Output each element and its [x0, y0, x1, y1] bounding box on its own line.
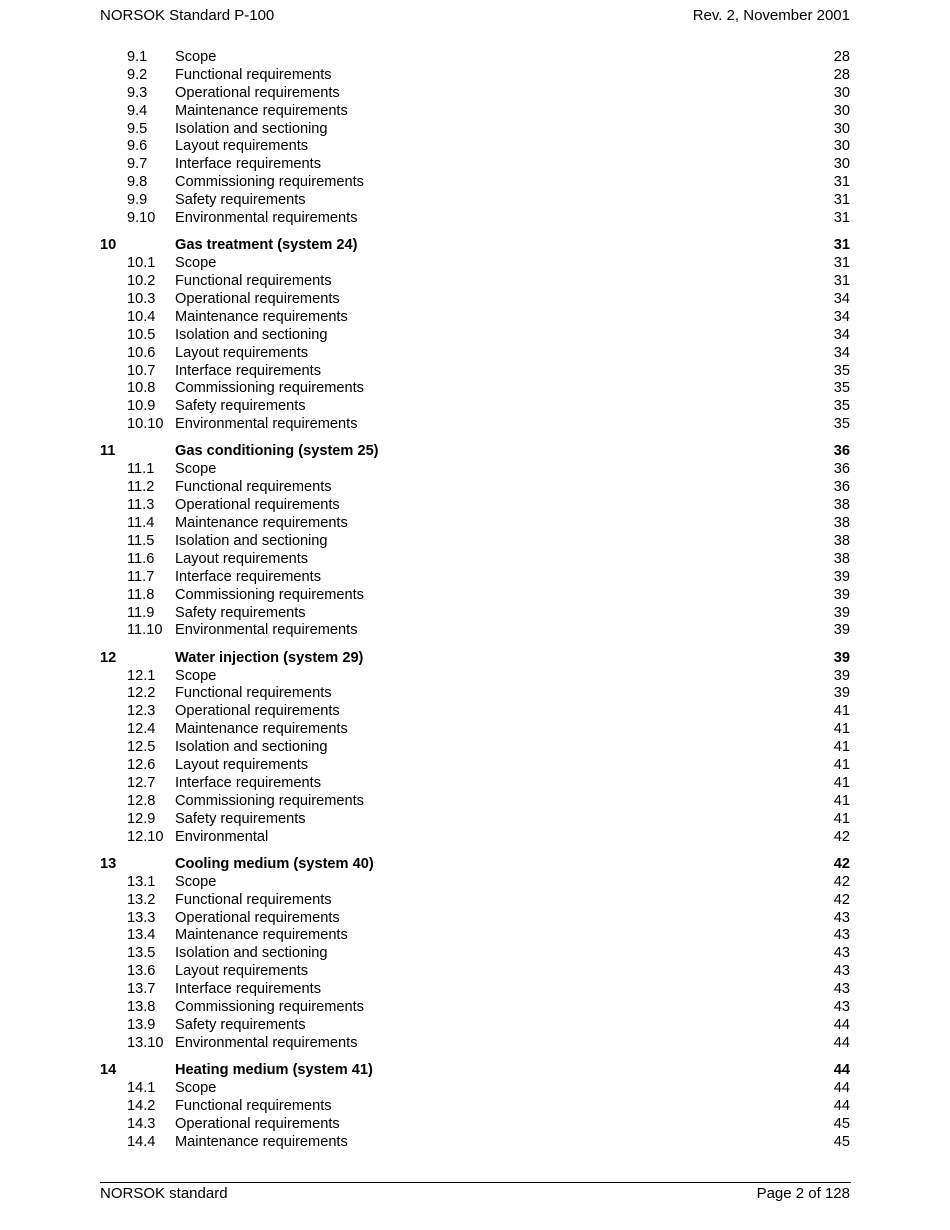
- toc-entry-number: 9.3: [127, 84, 148, 101]
- toc-entry-page: 28: [833, 49, 850, 65]
- toc-entry-page: 44: [833, 1016, 850, 1033]
- page-header: [100, 7, 850, 25]
- toc-entry[interactable]: [100, 533, 850, 551]
- toc-entry-page: 31: [833, 255, 850, 272]
- toc-entry-page: 45: [833, 1115, 850, 1132]
- toc-entry-page: 44: [833, 1097, 850, 1114]
- table-of-contents: [100, 49, 850, 1152]
- toc-entry-title: Interface requirements: [175, 362, 322, 379]
- toc-entry[interactable]: [100, 793, 850, 811]
- toc-entry-title: Operational requirements: [175, 1115, 340, 1132]
- toc-entry-title: Commissioning requirements: [175, 998, 364, 1015]
- toc-entry-title: Commissioning requirements: [175, 586, 364, 603]
- toc-entry-page: 42: [833, 873, 850, 890]
- toc-entry-page: 31: [833, 237, 850, 254]
- toc-entry[interactable]: [100, 963, 850, 981]
- toc-entry[interactable]: [100, 309, 850, 327]
- toc-entry[interactable]: [100, 103, 850, 121]
- toc-entry[interactable]: [100, 829, 850, 847]
- toc-entry-title: Layout requirements: [175, 344, 309, 361]
- toc-entry[interactable]: [100, 927, 850, 945]
- toc-entry-number: 13.10: [127, 1034, 164, 1051]
- toc-entry-page: 36: [833, 443, 850, 460]
- toc-entry[interactable]: [100, 587, 850, 605]
- toc-entry-number: 11.8: [127, 586, 155, 603]
- toc-entry-page: 39: [833, 622, 850, 639]
- toc-entry-page: 34: [833, 344, 850, 361]
- toc-entry-page: 41: [833, 703, 850, 720]
- toc-entry-number: 10.9: [127, 398, 156, 415]
- toc-entry-page: 31: [833, 174, 850, 191]
- toc-entry-page: 43: [833, 909, 850, 926]
- toc-entry-title: Environmental requirements: [175, 622, 358, 639]
- toc-entry-number: 9.6: [127, 138, 148, 155]
- toc-entry-number: 13.4: [127, 927, 156, 944]
- toc-entry-title: Operational requirements: [175, 497, 340, 514]
- toc-entry[interactable]: [100, 703, 850, 721]
- toc-entry[interactable]: [100, 569, 850, 587]
- toc-entry-title: Safety requirements: [175, 604, 306, 621]
- toc-entry-title: Isolation and sectioning: [175, 532, 328, 549]
- header-revision: Rev. 2, November 2001: [692, 7, 850, 24]
- toc-entry-number: 11.2: [127, 479, 155, 496]
- toc-entry[interactable]: [100, 811, 850, 829]
- toc-entry-number: 12.1: [127, 667, 156, 684]
- toc-entry-page: 41: [833, 774, 850, 791]
- toc-entry[interactable]: [100, 497, 850, 515]
- toc-entry-page: 39: [833, 667, 850, 684]
- toc-entry-page: 39: [833, 586, 850, 603]
- toc-entry[interactable]: [100, 874, 850, 892]
- toc-entry-number: 13.6: [127, 963, 156, 980]
- toc-entry-title: Safety requirements: [175, 398, 306, 415]
- toc-entry-page: 30: [833, 156, 850, 173]
- toc-entry[interactable]: [100, 1035, 850, 1053]
- toc-entry-title: Gas conditioning (system 25): [175, 443, 379, 460]
- toc-entry[interactable]: [100, 1134, 850, 1152]
- toc-entry-title: Functional requirements: [175, 685, 332, 702]
- toc-entry-number: 12.6: [127, 757, 156, 774]
- toc-entry-number: 11.5: [127, 532, 155, 549]
- toc-entry-number: 10.10: [127, 416, 164, 433]
- toc-entry-number: 9.1: [127, 49, 148, 65]
- toc-entry-number: 13.3: [127, 909, 156, 926]
- toc-entry[interactable]: [100, 775, 850, 793]
- toc-entry[interactable]: [100, 551, 850, 569]
- toc-entry-title: Layout requirements: [175, 550, 309, 567]
- toc-entry[interactable]: [100, 121, 850, 139]
- toc-entry-title: Water injection (system 29): [175, 649, 364, 666]
- toc-entry[interactable]: [100, 1116, 850, 1134]
- toc-entry-page: 34: [833, 308, 850, 325]
- toc-entry-number: 12.9: [127, 810, 156, 827]
- toc-entry-page: 35: [833, 362, 850, 379]
- toc-entry-page: 41: [833, 810, 850, 827]
- toc-entry[interactable]: [100, 255, 850, 273]
- toc-entry-page: 34: [833, 326, 850, 343]
- toc-entry-number: 11.3: [127, 497, 155, 514]
- toc-entry-page: 41: [833, 757, 850, 774]
- toc-entry-title: Scope: [175, 667, 217, 684]
- toc-entry[interactable]: [100, 757, 850, 775]
- toc-entry-title: Layout requirements: [175, 963, 309, 980]
- toc-entry-title: Layout requirements: [175, 138, 309, 155]
- toc-entry-title: Scope: [175, 255, 217, 272]
- toc-entry[interactable]: [100, 1080, 850, 1098]
- toc-entry-number: 12.2: [127, 685, 156, 702]
- toc-entry-title: Commissioning requirements: [175, 174, 364, 191]
- toc-entry-number: 9.9: [127, 192, 148, 209]
- toc-entry-title: Isolation and sectioning: [175, 739, 328, 756]
- toc-entry-page: 38: [833, 550, 850, 567]
- toc-entry-page: 38: [833, 515, 850, 532]
- toc-entry[interactable]: [100, 273, 850, 291]
- toc-entry-page: 42: [833, 855, 850, 872]
- toc-entry-number: 14: [100, 1062, 117, 1079]
- toc-entry-title: Interface requirements: [175, 156, 322, 173]
- toc-entry[interactable]: [100, 192, 850, 210]
- toc-entry-page: 31: [833, 192, 850, 209]
- toc-entry-number: 10.3: [127, 290, 156, 307]
- toc-entry-page: 41: [833, 792, 850, 809]
- toc-entry-number: 10.5: [127, 326, 156, 343]
- toc-entry[interactable]: [100, 363, 850, 381]
- toc-entry-title: Environmental requirements: [175, 210, 358, 227]
- toc-entry-number: 12.10: [127, 828, 164, 845]
- toc-entry-page: 43: [833, 998, 850, 1015]
- toc-entry-number: 9.2: [127, 66, 148, 83]
- toc-entry[interactable]: [100, 685, 850, 703]
- toc-entry-title: Safety requirements: [175, 192, 306, 209]
- toc-entry-page: 42: [833, 828, 850, 845]
- toc-entry-number: 12.8: [127, 792, 156, 809]
- toc-entry-number: 13.1: [127, 873, 156, 890]
- toc-entry[interactable]: [100, 398, 850, 416]
- toc-chapter-entry[interactable]: [100, 1062, 850, 1080]
- toc-entry-title: Interface requirements: [175, 981, 322, 998]
- toc-entry-page: 30: [833, 102, 850, 119]
- toc-entry-page: 36: [833, 479, 850, 496]
- toc-entry-title: Maintenance requirements: [175, 308, 348, 325]
- toc-entry[interactable]: [100, 999, 850, 1017]
- toc-entry-number: 11.7: [127, 568, 155, 585]
- toc-entry[interactable]: [100, 138, 850, 156]
- toc-entry-title: Environmental requirements: [175, 1034, 358, 1051]
- toc-chapter-entry[interactable]: [100, 443, 850, 461]
- toc-entry[interactable]: [100, 622, 850, 640]
- toc-entry-page: 39: [833, 568, 850, 585]
- toc-entry-page: 43: [833, 945, 850, 962]
- toc-entry-number: 9.10: [127, 210, 156, 227]
- toc-entry-title: Maintenance requirements: [175, 927, 348, 944]
- toc-entry-title: Operational requirements: [175, 290, 340, 307]
- toc-entry-number: 12.7: [127, 774, 156, 791]
- toc-entry[interactable]: [100, 85, 850, 103]
- toc-entry[interactable]: [100, 291, 850, 309]
- toc-entry-title: Functional requirements: [175, 1097, 332, 1114]
- header-standard-name: NORSOK Standard P-100: [100, 7, 275, 24]
- toc-entry-page: 44: [833, 1062, 850, 1079]
- toc-entry[interactable]: [100, 327, 850, 345]
- toc-entry-page: 43: [833, 963, 850, 980]
- toc-entry-title: Environmental requirements: [175, 416, 358, 433]
- toc-entry-page: 34: [833, 290, 850, 307]
- page-footer: [100, 1185, 850, 1203]
- toc-entry-number: 12: [100, 649, 117, 666]
- toc-entry-page: 44: [833, 1079, 850, 1096]
- toc-entry[interactable]: [100, 345, 850, 363]
- toc-entry-title: Cooling medium (system 40): [175, 855, 374, 872]
- toc-entry-page: 39: [833, 649, 850, 666]
- toc-entry-number: 14.2: [127, 1097, 156, 1114]
- toc-entry-title: Commissioning requirements: [175, 792, 364, 809]
- toc-entry[interactable]: [100, 739, 850, 757]
- toc-entry[interactable]: [100, 515, 850, 533]
- toc-entry[interactable]: [100, 49, 850, 67]
- toc-entry-number: 11.9: [127, 604, 155, 621]
- toc-entry-number: 14.4: [127, 1133, 156, 1150]
- toc-entry[interactable]: [100, 945, 850, 963]
- toc-entry-title: Layout requirements: [175, 757, 309, 774]
- toc-entry[interactable]: [100, 1098, 850, 1116]
- toc-entry[interactable]: [100, 668, 850, 686]
- toc-entry-title: Maintenance requirements: [175, 102, 348, 119]
- toc-entry-page: 28: [833, 66, 850, 83]
- toc-entry-number: 9.5: [127, 120, 148, 137]
- toc-entry-number: 10.2: [127, 273, 156, 290]
- toc-entry-number: 11: [100, 443, 116, 460]
- footer-divider: [100, 1182, 851, 1183]
- page-number: Page 2 of 128: [756, 1185, 850, 1202]
- toc-entry-number: 10.6: [127, 344, 156, 361]
- toc-entry[interactable]: [100, 461, 850, 479]
- toc-entry-number: 10.7: [127, 362, 156, 379]
- toc-entry-number: 14.3: [127, 1115, 156, 1132]
- footer-label: NORSOK standard: [100, 1185, 228, 1202]
- toc-chapter-entry[interactable]: [100, 237, 850, 255]
- toc-entry-number: 11.6: [127, 550, 155, 567]
- toc-entry-title: Operational requirements: [175, 909, 340, 926]
- toc-chapter-entry[interactable]: [100, 650, 850, 668]
- toc-entry-title: Isolation and sectioning: [175, 945, 328, 962]
- toc-entry-number: 13.2: [127, 891, 156, 908]
- toc-entry-page: 30: [833, 138, 850, 155]
- toc-entry-title: Isolation and sectioning: [175, 326, 328, 343]
- toc-entry-number: 11.4: [127, 515, 155, 532]
- toc-entry[interactable]: [100, 981, 850, 999]
- toc-entry-title: Commissioning requirements: [175, 380, 364, 397]
- toc-entry-title: Maintenance requirements: [175, 1133, 348, 1150]
- toc-entry-title: Scope: [175, 461, 217, 478]
- toc-entry[interactable]: [100, 721, 850, 739]
- toc-entry-title: Scope: [175, 873, 217, 890]
- toc-entry[interactable]: [100, 910, 850, 928]
- toc-entry-number: 11.10: [127, 622, 163, 639]
- toc-chapter-entry[interactable]: [100, 856, 850, 874]
- toc-entry-title: Safety requirements: [175, 810, 306, 827]
- toc-entry-title: Scope: [175, 49, 217, 65]
- toc-entry[interactable]: [100, 210, 850, 228]
- toc-entry-page: 31: [833, 273, 850, 290]
- toc-entry-page: 30: [833, 84, 850, 101]
- toc-entry-page: 30: [833, 120, 850, 137]
- toc-entry[interactable]: [100, 67, 850, 85]
- toc-entry-number: 13.7: [127, 981, 156, 998]
- toc-entry-number: 11.1: [127, 461, 155, 478]
- toc-entry-title: Scope: [175, 1079, 217, 1096]
- toc-entry-page: 44: [833, 1034, 850, 1051]
- toc-entry-title: Gas treatment (system 24): [175, 237, 358, 254]
- toc-entry-title: Functional requirements: [175, 66, 332, 83]
- toc-entry-title: Functional requirements: [175, 891, 332, 908]
- toc-entry-page: 42: [833, 891, 850, 908]
- toc-entry-number: 10.4: [127, 308, 156, 325]
- toc-entry-page: 41: [833, 721, 850, 738]
- toc-entry-page: 35: [833, 416, 850, 433]
- toc-entry-title: Isolation and sectioning: [175, 120, 328, 137]
- toc-entry-title: Operational requirements: [175, 84, 340, 101]
- toc-entry[interactable]: [100, 174, 850, 192]
- toc-entry-page: 31: [833, 210, 850, 227]
- toc-entry-number: 13.8: [127, 998, 156, 1015]
- toc-entry-page: 39: [833, 604, 850, 621]
- toc-entry-number: 9.8: [127, 174, 148, 191]
- toc-entry-number: 13: [100, 855, 117, 872]
- toc-entry-number: 14.1: [127, 1079, 156, 1096]
- toc-entry-title: Interface requirements: [175, 774, 322, 791]
- toc-entry[interactable]: [100, 156, 850, 174]
- toc-entry-title: Safety requirements: [175, 1016, 306, 1033]
- toc-entry-page: 39: [833, 685, 850, 702]
- toc-entry-number: 12.4: [127, 721, 156, 738]
- toc-entry-page: 45: [833, 1133, 850, 1150]
- toc-entry-number: 9.4: [127, 102, 148, 119]
- toc-entry-number: 12.3: [127, 703, 156, 720]
- toc-entry-title: Maintenance requirements: [175, 515, 348, 532]
- toc-entry-number: 10.8: [127, 380, 156, 397]
- toc-entry-page: 43: [833, 981, 850, 998]
- toc-entry-title: Environmental: [175, 828, 269, 845]
- toc-entry-number: 12.5: [127, 739, 156, 756]
- toc-entry-number: 10: [100, 237, 117, 254]
- toc-entry-title: Maintenance requirements: [175, 721, 348, 738]
- toc-entry-title: Functional requirements: [175, 273, 332, 290]
- toc-entry-page: 41: [833, 739, 850, 756]
- toc-entry[interactable]: [100, 479, 850, 497]
- toc-entry-number: 13.5: [127, 945, 156, 962]
- toc-entry-page: 43: [833, 927, 850, 944]
- toc-entry[interactable]: [100, 1017, 850, 1035]
- toc-entry-number: 9.7: [127, 156, 148, 173]
- toc-entry-title: Interface requirements: [175, 568, 322, 585]
- toc-entry[interactable]: [100, 605, 850, 623]
- toc-entry-title: Functional requirements: [175, 479, 332, 496]
- toc-entry[interactable]: [100, 416, 850, 434]
- toc-entry-number: 13.9: [127, 1016, 156, 1033]
- toc-entry-title: Operational requirements: [175, 703, 340, 720]
- toc-entry-page: 38: [833, 532, 850, 549]
- toc-entry-page: 35: [833, 380, 850, 397]
- toc-entry-page: 38: [833, 497, 850, 514]
- toc-entry-title: Heating medium (system 41): [175, 1062, 373, 1079]
- toc-entry[interactable]: [100, 892, 850, 910]
- toc-entry-page: 35: [833, 398, 850, 415]
- toc-entry-page: 36: [833, 461, 850, 478]
- toc-entry[interactable]: [100, 380, 850, 398]
- toc-entry-number: 10.1: [127, 255, 156, 272]
